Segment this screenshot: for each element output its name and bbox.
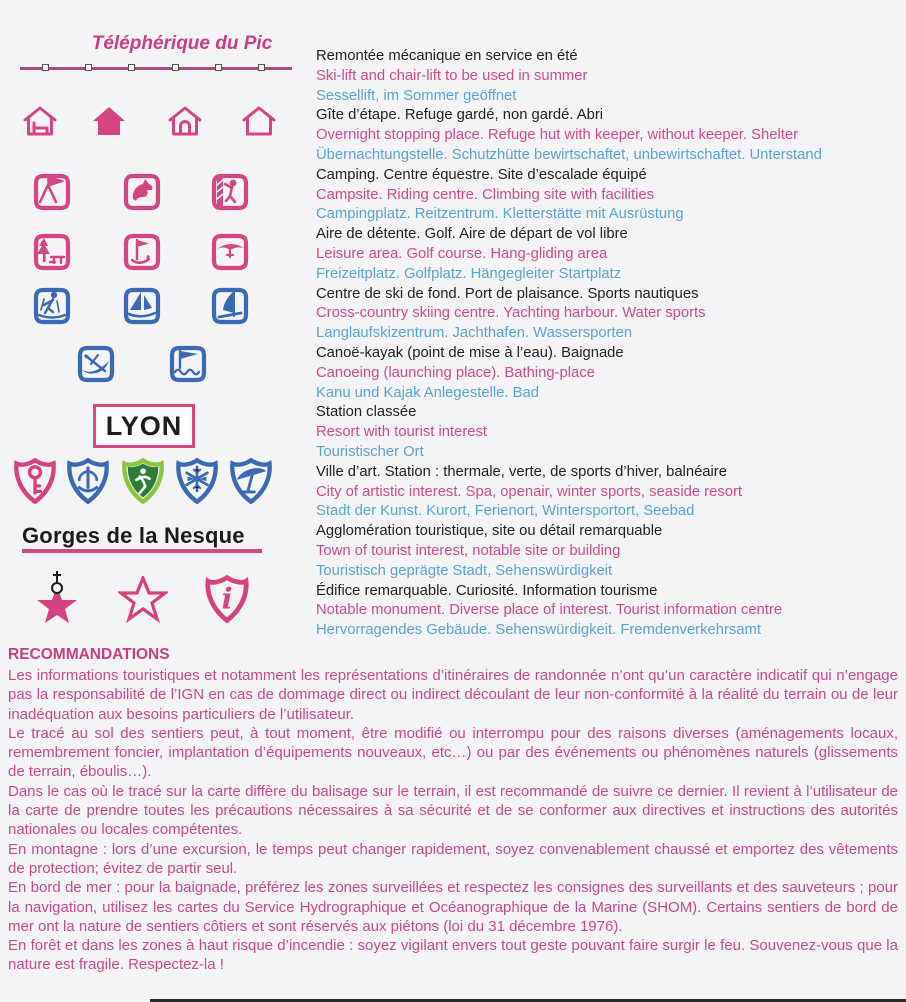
classified-town-frame: [93, 404, 195, 448]
hang-gliding-icon: [210, 232, 250, 272]
legend-line-de: Stadt der Kunst. Kurort, Ferienort, Wintersportort, Seebad: [316, 503, 695, 520]
recommendations-paragraph: Le tracé au sol des sentiers peut, à tout moment, être modifié ou interrompu pour des raisons diverses (aménagements locaux, remembrement foncier, implantation d’équipements nouveaux, etc…) ou par des événements ou phénomènes naturels (glissements de terrain, éboulis…).: [8, 724, 898, 781]
campsite-icon: [32, 172, 72, 212]
climbing-icon: [210, 172, 250, 212]
cable-tower-icon: [258, 64, 265, 71]
legend-line-fr: Ville d’art. Station : thermale, verte, de sports d’hiver, balnéaire: [316, 463, 727, 480]
spa-badge: [65, 457, 111, 505]
canoe-kayak-icon: [76, 344, 116, 384]
legend-line-de: Langlaufskizentrum. Jachthafen. Wassersporten: [316, 325, 633, 342]
refuge-with-keeper-icon: [92, 105, 126, 137]
art-city-key-badge: [12, 457, 58, 505]
legend-line-fr: Agglomération touristique, site ou détail remarquable: [316, 523, 663, 540]
legend-line-fr: Canoë-kayak (point de mise à l’eau). Baignade: [316, 344, 624, 361]
legend-line-fr: Remontée mécanique en service en été: [316, 48, 578, 64]
riding-centre-icon: [122, 172, 162, 212]
notable-monument-star: [32, 570, 82, 624]
bathing-icon: [168, 344, 208, 384]
legend-line-de: Freizeitplatz. Golfplatz. Hängegleiter Startplatz: [316, 265, 622, 282]
recommendations-section: [8, 646, 898, 975]
recommendations-paragraph: En montagne : lors d’une excursion, le temps peut changer rapidement, soyez convenablement chaussé et emportez des vêtements de protection; évitez de partir seul.: [8, 840, 898, 877]
legend-line-en: Leisure area. Golf course. Hang-gliding area: [316, 245, 608, 262]
overnight-lodge-icon: [22, 105, 58, 137]
legend-line-en: Overnight stopping place. Refuge hut with keeper, without keeper. Shelter: [316, 127, 799, 144]
legend-line-fr: Camping. Centre équestre. Site d’escalade équipé: [316, 166, 647, 183]
cable-car-label: Téléphérique du Pic: [91, 33, 273, 54]
legend-line-en: Town of tourist interest, notable site or building: [316, 542, 621, 559]
recommendations-paragraph: En forêt et dans les zones à haut risque d’incendie : soyez vigilant envers tout geste pouvant faire surgir le feu. Souvenez-vous que la nature est fragile. Respectez-la !: [8, 937, 898, 974]
cable-tower-icon: [128, 64, 135, 71]
seaside-badge: [228, 457, 274, 505]
shelter-icon: [241, 105, 277, 137]
recommendations-paragraph: En bord de mer : pour la baignade, préférez les zones surveillées et respectez les consignes des surveillants et des sauveteurs ; pour la navigation, utilisez les cartes du Service Hydrographique et Océanographique de la Marine (SHOM). Certains sentiers de bord de mer ont la nature de sentiers côtiers et sont réservés aux piétons (loi du 31 décembre 1976).: [8, 879, 898, 935]
legend-line-de: Übernachtungstelle. Schutzhütte bewirtschaftet, unbewirtschaftet. Unterstand: [316, 146, 822, 163]
legend-line-fr: Station classée: [316, 404, 417, 421]
legend-line-fr: Gîte d’étape. Refuge gardé, non gardé. Abri: [316, 107, 604, 124]
cable-car-line-icon: [20, 62, 292, 74]
legend-line-en: Canoeing (launching place). Bathing-place: [316, 364, 595, 381]
legend-line-en: Notable monument. Diverse place of interest. Tourist information centre: [316, 602, 783, 619]
cable-tower-icon: [42, 64, 49, 71]
recommendations-paragraph: Dans le cas où le tracé sur la carte diffère du balisage sur le terrain, il est recommandé de suivre ce dernier. Il revient à l’utilisateur de la carte de prendre toutes les précautions nécessaires à sa sécurité et de se conformer aux directives et instructions des autorités nationales ou locales compétentes.: [8, 782, 898, 839]
recommendations-title: RECOMMANDATIONS: [8, 646, 170, 663]
yachting-icon: [122, 286, 162, 326]
legend-text-column: [316, 47, 902, 641]
legend-line-de: Hervorragendes Gebäude. Sehenswürdigkeit. Fremdenverkehrsamt: [316, 622, 761, 639]
curiosity-star: [118, 576, 168, 624]
openair-badge: [120, 457, 166, 505]
cable-tower-icon: [85, 64, 92, 71]
legend-line-fr: Aire de détente. Golf. Aire de départ de vol libre: [316, 226, 628, 243]
tourist-site-underline: [22, 549, 262, 553]
cable-tower-icon: [172, 64, 179, 71]
recommendations-paragraph: Les informations touristiques et notamment les représentations d’itinéraires de randonnée n’ont qu’un caractère indicatif qui n’engage pas la responsabilité de l’IGN en cas de dommage direct ou indirect découlant de leur non-conformité à la réalité du terrain ou de leur inadéquation aux besoins particuliers de l’utilisateur.: [8, 667, 898, 723]
windsurfing-icon: [210, 286, 250, 326]
legend-line-en: Cross-country skiing centre. Yachting harbour. Water sports: [316, 305, 706, 322]
golf-icon: [122, 232, 162, 272]
legend-line-de: Touristisch geprägte Stadt, Sehenswürdigkeit: [316, 562, 613, 579]
legend-line-fr: Centre de ski de fond. Port de plaisance. Sports nautiques: [316, 285, 699, 302]
legend-line-de: Sessellift, im Sommer geöffnet: [316, 87, 517, 104]
cross-country-ski-icon: [32, 286, 72, 326]
legend-line-de: Kanu und Kajak Anlegestelle. Bad: [316, 384, 539, 401]
winter-sports-badge: [174, 457, 220, 505]
legend-line-en: Ski-lift and chair-lift to be used in summer: [316, 67, 588, 84]
legend-line-en: Campsite. Riding centre. Climbing site with facilities: [316, 186, 654, 203]
legend-line-fr: Édifice remarquable. Curiosité. Information tourisme: [316, 582, 658, 599]
legend-line-en: Resort with tourist interest: [316, 424, 488, 441]
legend-line-en: City of artistic interest. Spa, openair, winter sports, seaside resort: [316, 483, 743, 500]
cable-tower-icon: [215, 64, 222, 71]
legend-line-de: Campingplatz. Reitzentrum. Kletterstätte mit Ausrüstung: [316, 206, 684, 223]
refuge-without-keeper-icon: [167, 105, 203, 137]
tourist-info-icon: [202, 574, 252, 624]
svg-text:i: i: [221, 581, 233, 616]
tourist-site-label: Gorges de la Nesque: [22, 523, 245, 548]
legend-line-de: Touristischer Ort: [316, 443, 424, 460]
classified-town-label: LYON: [105, 410, 183, 441]
leisure-area-icon: [32, 232, 72, 272]
